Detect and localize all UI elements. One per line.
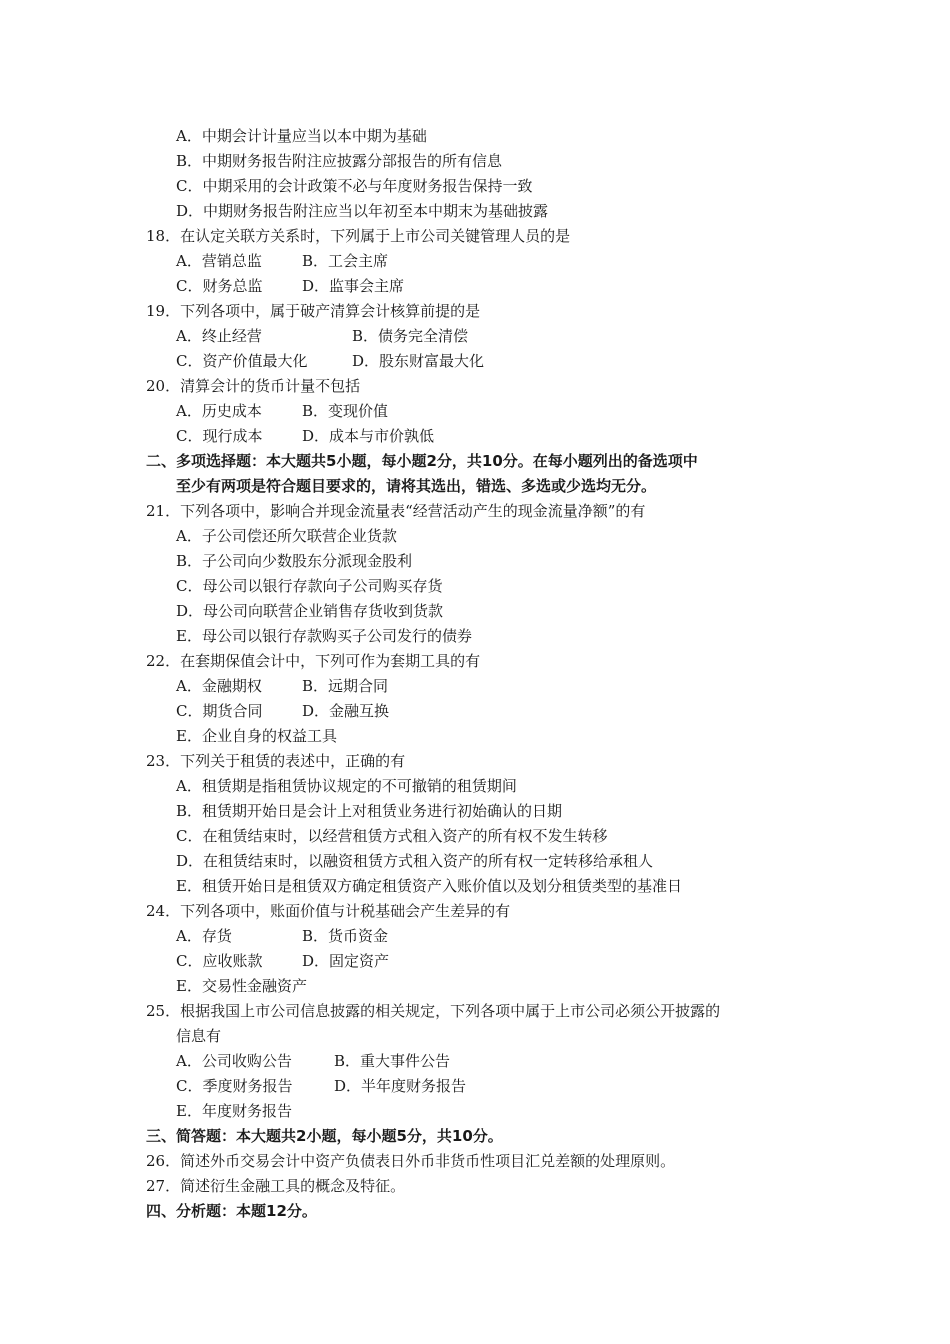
q20-option-d: D．成本与市价孰低 [302,427,435,445]
q21-option-e: E．母公司以银行存款购买子公司发行的债券 [176,627,472,645]
q25-option-e: E．年度财务报告 [176,1102,292,1120]
q19-stem: 19．下列各项中，属于破产清算会计核算前提的是 [146,302,481,320]
q25-option-d: D．半年度财务报告 [334,1077,467,1095]
q21-stem: 21．下列各项中，影响合并现金流量表“经营活动产生的现金流量净额”的有 [146,502,646,520]
q25-option-c: C．季度财务报告 [176,1077,293,1095]
q25-stem-cont: 信息有 [176,1027,222,1045]
q22-stem: 22．在套期保值会计中，下列可作为套期工具的有 [146,652,481,670]
section-3-heading: 三、简答题：本大题共2小题，每小题5分，共10分。 [146,1127,503,1145]
q19-option-c: C．资产价值最大化 [176,352,308,370]
q22-option-a: A．金融期权 [176,677,262,695]
q23-option-d: D．在租赁结束时，以融资租赁方式租入资产的所有权一定转移给承租人 [176,852,654,870]
q24-option-a: A．存货 [176,927,232,945]
section-2-heading-cont: 至少有两项是符合题目要求的，请将其选出，错选、多选或少选均无分。 [176,477,657,495]
q22-option-d: D．金融互换 [302,702,390,720]
section-2-heading: 二、多项选择题：本大题共5小题，每小题2分，共10分。在每小题列出的备选项中 [146,452,698,470]
q21-option-a: A．子公司偿还所欠联营企业货款 [176,527,397,545]
q18-option-a: A．营销总监 [176,252,262,270]
q18-option-c: C．财务总监 [176,277,263,295]
q18-option-b: B．工会主席 [302,252,389,270]
q23-option-c: C．在租赁结束时，以经营租赁方式租入资产的所有权不发生转移 [176,827,608,845]
q25-option-b: B．重大事件公告 [334,1052,451,1070]
q17-option-a: A．中期会计计量应当以本中期为基础 [176,127,427,145]
q23-option-a: A．租赁期是指租赁协议规定的不可撤销的租赁期间 [176,777,517,795]
q25-stem: 25．根据我国上市公司信息披露的相关规定，下列各项中属于上市公司必须公开披露的 [146,1002,721,1020]
q19-option-b: B．债务完全清偿 [352,327,469,345]
q26-stem: 26．简述外币交易会计中资产负债表日外币非货币性项目汇兑差额的处理原则。 [146,1152,676,1170]
q17-option-d: D．中期财务报告附注应当以年初至本中期末为基础披露 [176,202,549,220]
q20-option-a: A．历史成本 [176,402,262,420]
q19-option-a: A．终止经营 [176,327,262,345]
q23-stem: 23．下列关于租赁的表述中，正确的有 [146,752,406,770]
q22-option-e: E．企业自身的权益工具 [176,727,337,745]
q18-stem: 18．在认定关联方关系时，下列属于上市公司关键管理人员的是 [146,227,571,245]
q23-option-e: E．租赁开始日是租赁双方确定租赁资产入账价值以及划分租赁类型的基准日 [176,877,682,895]
section-4-heading: 四、分析题：本题12分。 [146,1202,317,1220]
q22-option-b: B．远期合同 [302,677,389,695]
q24-option-b: B．货币资金 [302,927,389,945]
q17-option-c: C．中期采用的会计政策不必与年度财务报告保持一致 [176,177,533,195]
q24-option-c: C．应收账款 [176,952,263,970]
q21-option-c: C．母公司以银行存款向子公司购买存货 [176,577,443,595]
q21-option-b: B．子公司向少数股东分派现金股利 [176,552,413,570]
q20-option-b: B．变现价值 [302,402,389,420]
q17-option-b: B．中期财务报告附注应披露分部报告的所有信息 [176,152,503,170]
q23-option-b: B．租赁期开始日是会计上对租赁业务进行初始确认的日期 [176,802,563,820]
q22-option-c: C．期货合同 [176,702,263,720]
q27-stem: 27．简述衍生金融工具的概念及特征。 [146,1177,406,1195]
q18-option-d: D．监事会主席 [302,277,405,295]
q24-option-e: E．交易性金融资产 [176,977,307,995]
q25-option-a: A．公司收购公告 [176,1052,292,1070]
q19-option-d: D．股东财富最大化 [352,352,485,370]
q21-option-d: D．母公司向联营企业销售存货收到货款 [176,602,444,620]
q24-stem: 24．下列各项中，账面价值与计税基础会产生差异的有 [146,902,511,920]
q20-option-c: C．现行成本 [176,427,263,445]
q24-option-d: D．固定资产 [302,952,390,970]
q20-stem: 20．清算会计的货币计量不包括 [146,377,361,395]
